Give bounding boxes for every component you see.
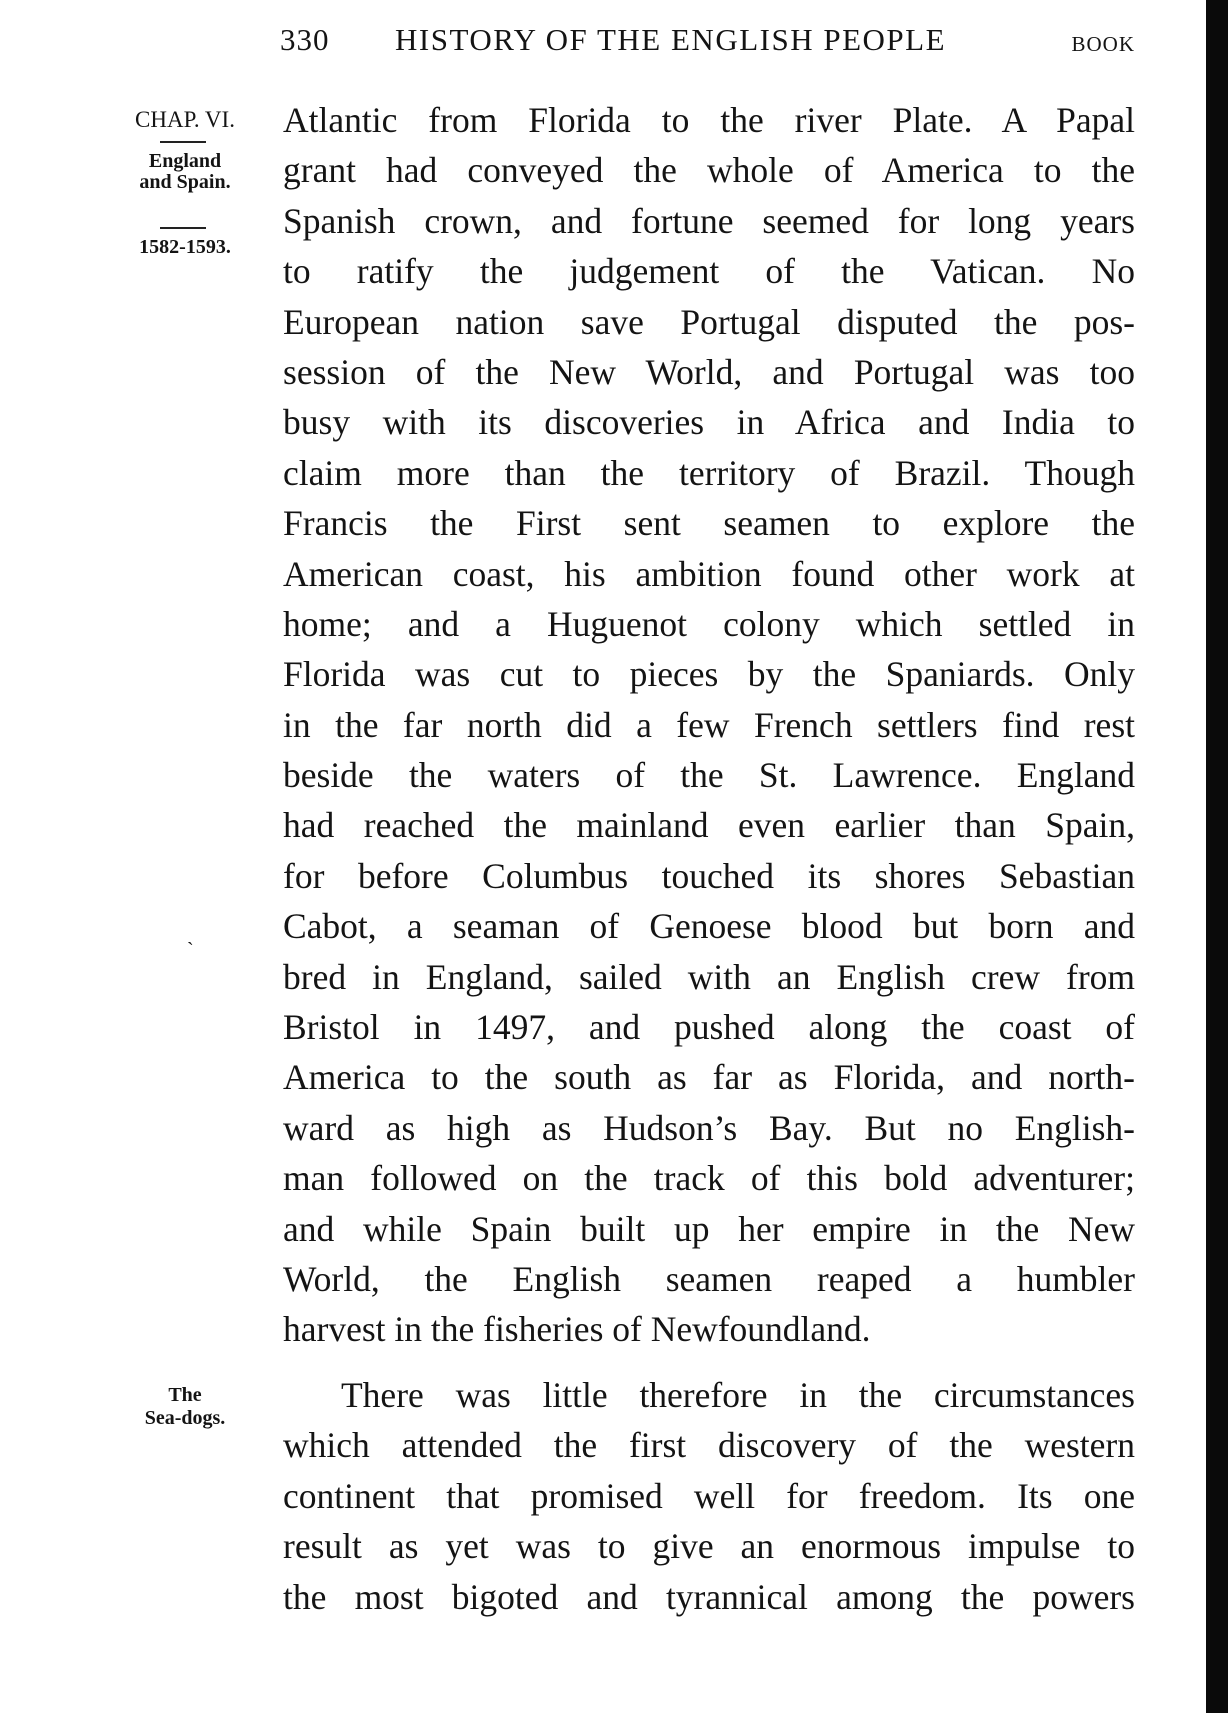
- text-line: busy with its discoveries in Africa and India to: [283, 402, 1135, 443]
- text-line: Bristol in 1497, and pushed along the coast of: [283, 1007, 1135, 1048]
- page-number: 330: [280, 22, 330, 57]
- text-line: continent that promised well for freedom. Its one: [283, 1475, 1135, 1516]
- text-line: grant had conveyed the whole of America to the: [283, 150, 1135, 191]
- text-line: Cabot, a seaman of Genoese blood but born and: [283, 906, 1135, 947]
- text-line: Florida was cut to pieces by the Spaniards. Only: [283, 654, 1135, 695]
- date-range-note: 1582-1593.: [139, 236, 231, 258]
- text-line: Spanish crown, and fortune seemed for long years: [283, 200, 1135, 241]
- section-note-line2: Sea-dogs.: [144, 1407, 226, 1429]
- page-header: [280, 16, 1135, 66]
- text-line: beside the waters of the St. Lawrence. England: [283, 755, 1135, 796]
- text-line: result as yet was to give an enormous impulse to: [283, 1526, 1135, 1567]
- text-line: in the far north did a few French settlers find rest: [283, 704, 1135, 745]
- page-edge-shadow: [1206, 0, 1228, 1713]
- text-line: home; and a Huguenot colony which settled in: [283, 603, 1135, 644]
- text-line: bred in England, sailed with an English crew from: [283, 956, 1135, 997]
- text-line: European nation save Portugal disputed the pos-: [283, 301, 1135, 342]
- topic-note-line1: England: [148, 150, 222, 172]
- chapter-note: CHAP. VI.: [135, 107, 235, 132]
- text-line: harvest in the fisheries of Newfoundland.: [283, 1309, 871, 1350]
- text-line: American coast, his ambition found other work at: [283, 553, 1135, 594]
- stray-mark: `: [187, 939, 194, 961]
- running-title: HISTORY OF THE ENGLISH PEOPLE: [395, 22, 947, 57]
- text-line: claim more than the territory of Brazil. Though: [283, 452, 1135, 493]
- text-line: Francis the First sent seamen to explore the: [283, 503, 1135, 544]
- paragraph-atlantic: [283, 95, 1135, 1355]
- text-line: ward as high as Hudson’s Bay. But no English-: [283, 1107, 1135, 1148]
- margin-rule: [160, 227, 206, 229]
- text-line: which attended the first discovery of the western: [283, 1425, 1135, 1466]
- text-line: to ratify the judgement of the Vatican. No: [283, 251, 1135, 292]
- text-line: man followed on the track of this bold adventurer;: [283, 1158, 1135, 1199]
- text-line: had reached the mainland even earlier than Spain,: [283, 805, 1135, 846]
- text-line: There was little therefore in the circumstances: [341, 1375, 1135, 1415]
- paragraph-sea-dogs: [283, 1370, 1135, 1622]
- text-line: the most bigoted and tyrannical among the powers: [283, 1576, 1135, 1617]
- text-line: World, the English seamen reaped a humbler: [283, 1258, 1135, 1299]
- text-line: and while Spain built up her empire in the New: [283, 1208, 1135, 1249]
- text-line: America to the south as far as Florida, and north-: [283, 1057, 1135, 1098]
- text-line: for before Columbus touched its shores Sebastian: [283, 855, 1135, 896]
- margin-rule: [160, 141, 206, 143]
- book-label: BOOK: [1071, 32, 1135, 56]
- section-note-line1: The: [168, 1384, 202, 1406]
- topic-note-line2: and Spain.: [139, 171, 231, 193]
- text-line: Atlantic from Florida to the river Plate. A Papal: [283, 100, 1135, 140]
- text-line: session of the New World, and Portugal was too: [283, 351, 1135, 392]
